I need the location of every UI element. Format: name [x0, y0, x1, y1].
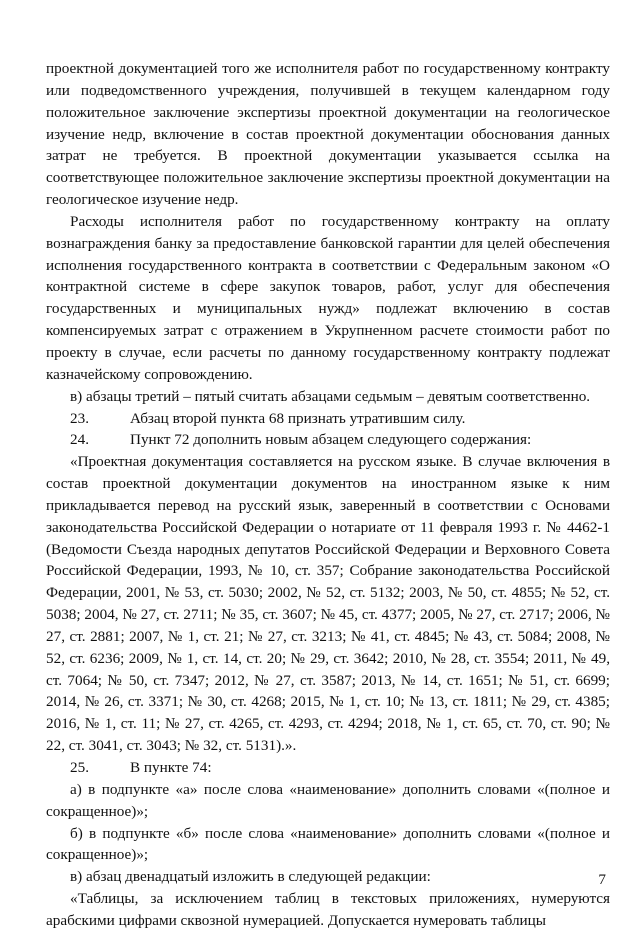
paragraph-subitem-a: а) в подпункте «а» после слова «наименование» дополнить словами «(полное и сокращенное)»;: [46, 780, 610, 820]
item-text: Пункт 72 дополнить новым абзацем следующего содержания:: [130, 431, 532, 449]
paragraph-quoted-russian-language: «Проектная документация составляется на русском языке. В случае включения в состав проектной документации документов на иностранном языке к ним прикладывается перевод на русский язык, заверенный в соответствии с Основами законодательства Российской Федерации о нотариате от 11 февраля 1993 г. № 4462-1 (Ведомости Съезда народных депутатов Российской Федерации и Верховного Совета Российской Федерации, 1993, № 10, ст. 357; Собрание законодательства Российской Федерации, 2001, № 53, ст. 5030; 2002, № 52, ст. 5132; 2003, № 50, ст. 4855; № 52, ст. 5038; 2004, № 27, ст. 2711; № 35, ст. 3607; № 45, ст. 4377; 2005, № 27, ст. 2717; 2006, № 27, ст. 2881; 2007, № 1, ст. 21; № 27, ст. 3213; № 41, ст. 4845; № 43, ст. 5084; 2008, № 52, ст. 6236; 2009, № 1, ст. 14, ст. 20; № 29, ст. 3642; 2010, № 28, ст. 3554; 2011, № 49, ст. 7064; № 50, ст. 7347; 2012, № 27, ст. 3587; 2013, № 14, ст. 1651; № 51, ст. 6699; 2014, № 26, ст. 3371; № 30, ст. 4268; 2015, № 1, ст. 10; № 13, ст. 1811; № 29, ст. 4385; 2016, № 1, ст. 11; № 27, ст. 4265, ст. 4293, ст. 4294; 2018, № 1, ст. 65, ст. 70, ст. 90; № 22, ст. 3041, ст. 3043; № 32, ст. 5131).».: [46, 453, 610, 755]
paragraph-item-23: [46, 408, 610, 430]
paragraph-quoted-tables: «Таблицы, за исключением таблиц в текстовых приложениях, нумеруются арабскими цифрами сквозной нумерацией. Допускается нумеровать таблицы: [46, 890, 610, 929]
paragraph-item-25: [46, 757, 610, 779]
paragraph-subitem-v-renumber: в) абзацы третий – пятый считать абзацами седьмым – девятым соответственно.: [70, 387, 591, 405]
item-text: В пункте 74:: [130, 759, 212, 776]
item-number: 25.: [70, 759, 89, 776]
document-page: [46, 58, 610, 932]
paragraph-item-24: [46, 429, 610, 451]
paragraph-subitem-v: в) абзац двенадцатый изложить в следующей редакции:: [70, 868, 431, 886]
paragraph-bank-guarantee-costs: Расходы исполнителя работ по государственному контракту на оплату вознаграждения банку за предоставление банковской гарантии для целей обеспечения исполнения государственного контракта в соответствии с Федеральным законом «О контрактной системе в сфере закупок товаров, работ, услуг для обеспечения государственных и муниципальных нужд» подлежат включению в состав компенсируемых затрат с отражением в Укрупненном расчете стоимости работ по проекту в случае, если расчеты по данному государственному контракту подлежат казначейскому сопровождению.: [46, 212, 610, 383]
item-number: 23.: [70, 409, 89, 427]
paragraph-continuation: проектной документацией того же исполнителя работ по государственному контракту или подведомственного учреждения, получившей в текущем календарном году положительное заключение экспертизы проектной документации на геологическое изучение недр, включение в состав проектной документации обоснования данных затрат не требуется. В проектной документации указывается ссылка на соответствующее положительное заключение экспертизы проектной документации на геологическое изучение недр.: [46, 60, 610, 209]
page-number: 7: [598, 871, 606, 888]
item-text: Абзац второй пункта 68 признать утратившим силу.: [130, 409, 466, 427]
item-number: 24.: [70, 431, 89, 449]
paragraph-subitem-b: б) в подпункте «б» после слова «наименование» дополнить словами «(полное и сокращенное)»;: [46, 824, 610, 864]
